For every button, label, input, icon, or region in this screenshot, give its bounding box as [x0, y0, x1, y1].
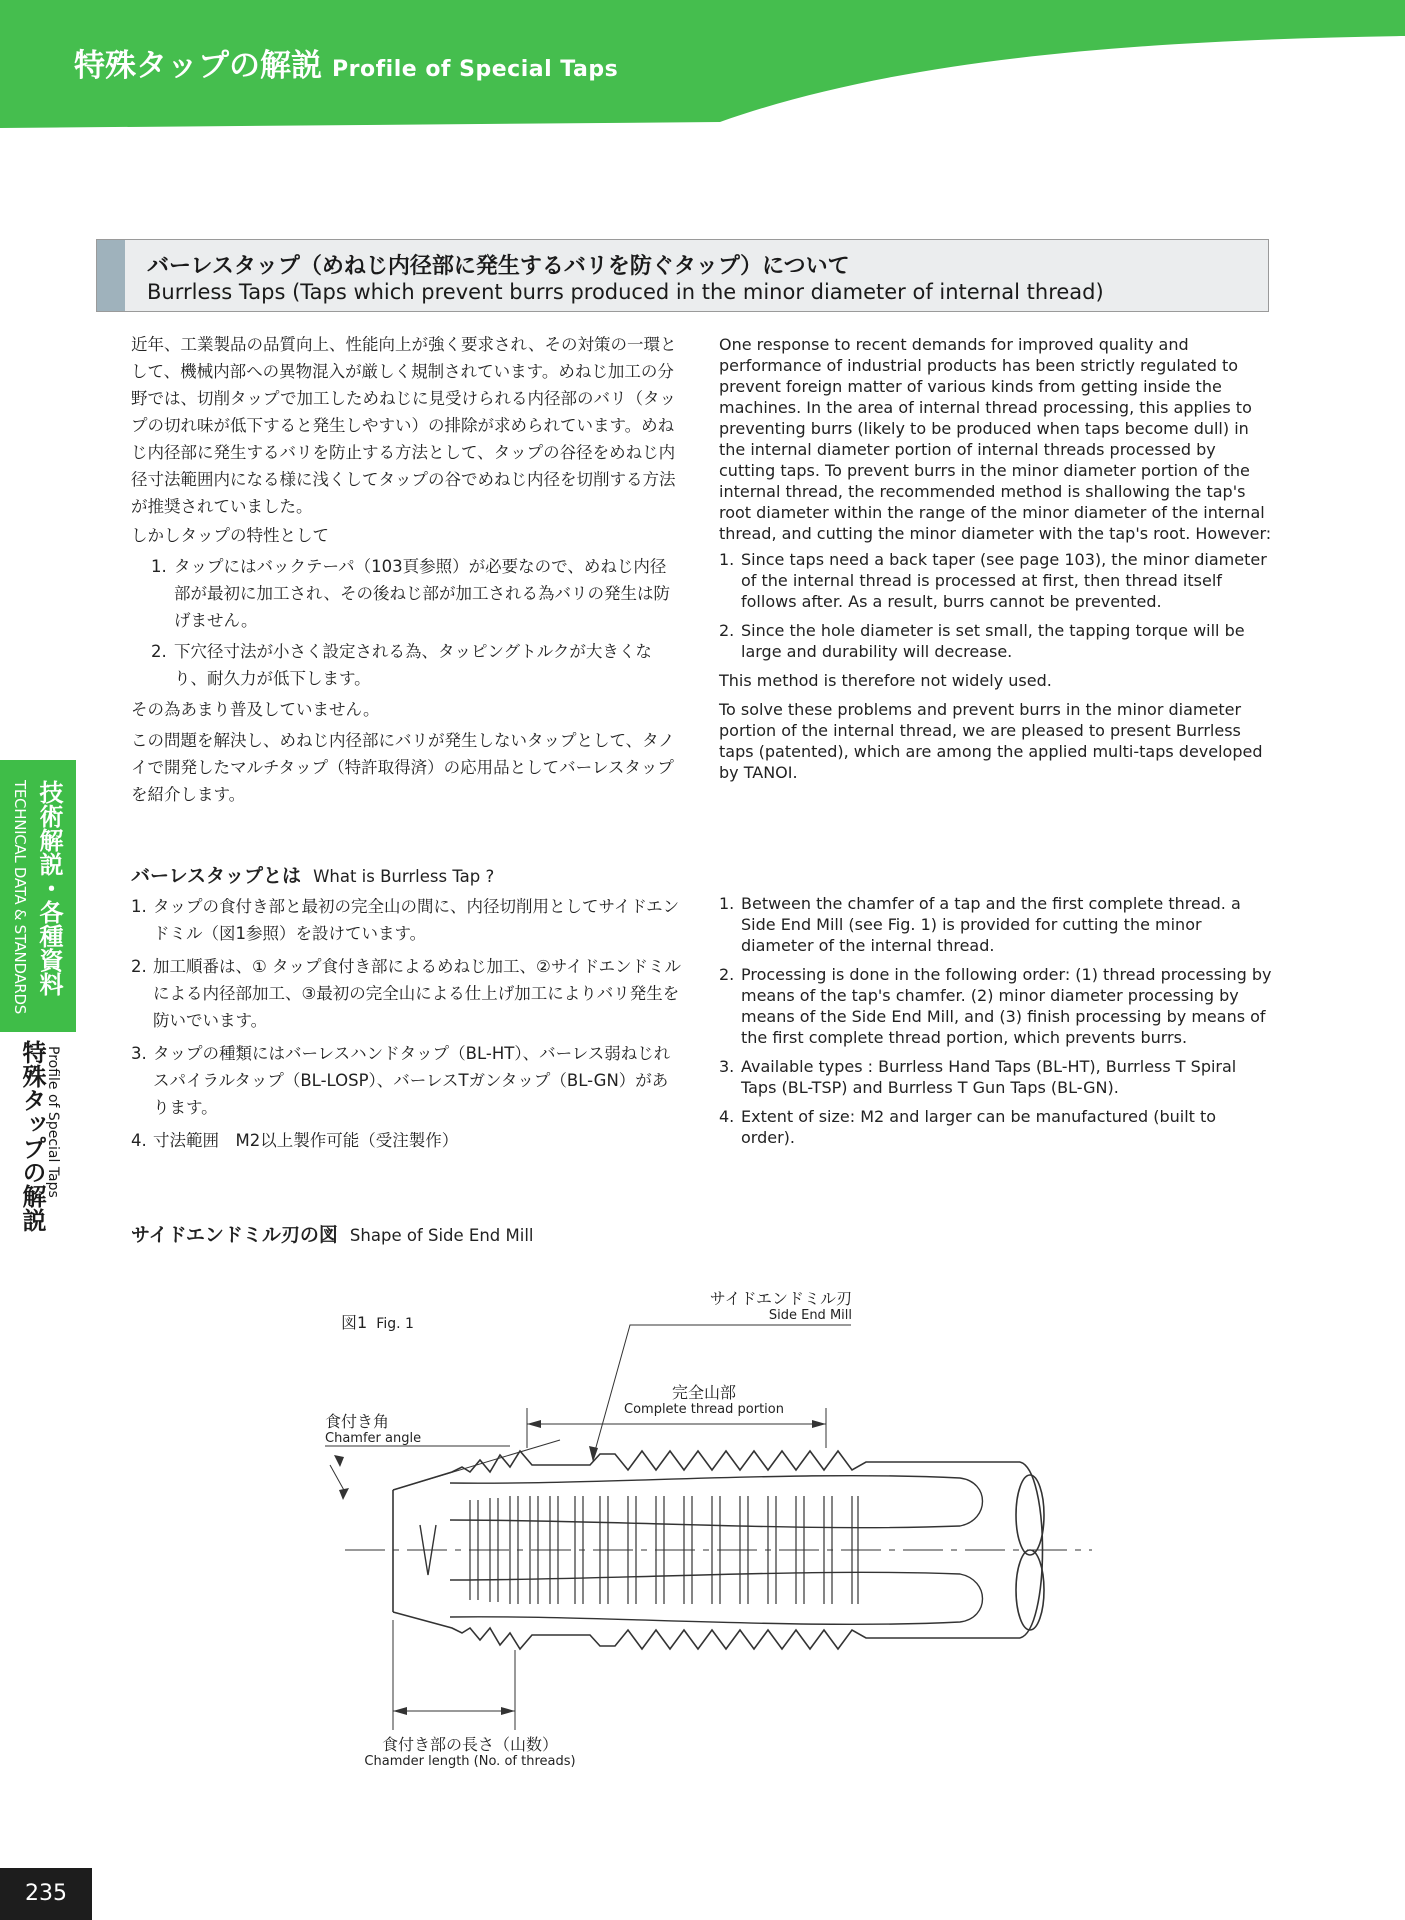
- intro-jp-paragraph-4: この問題を解決し、めねじ内径部にバリが発生しないタップとして、タノイで開発したマルチタップ（特許取得済）の応用品としてバーレスタップを紹介します。: [131, 731, 675, 804]
- list-number: 1.: [719, 894, 735, 913]
- sidebar-tab-label-en: TECHNICAL DATA & STANDARDS: [11, 780, 29, 1015]
- list-text: 下穴径寸法が小さく設定される為、タッピングトルクが大きくなり、耐久力が低下します。: [174, 642, 652, 688]
- intro-en-paragraph-3: To solve these problems and prevent burrs in the minor diameter portion of the internal thread, we are pleased to present Burrless taps (patented), which are among the applied multi-taps developed by TANOI.: [719, 700, 1263, 782]
- side-end-mill-leader: [593, 1325, 851, 1458]
- chamfer-angle-arc: [330, 1465, 345, 1492]
- complete-thread-label-jp: 完全山部: [671, 1383, 736, 1402]
- header-title-jp: 特殊タップの解説: [74, 48, 322, 84]
- side-end-mill-arrow: [589, 1446, 598, 1462]
- complete-thread-label-en: Complete thread portion: [624, 1402, 784, 1417]
- shank-end-ellipse: [1016, 1475, 1044, 1555]
- complete-thread-arrow-left: [527, 1420, 541, 1428]
- list-text: Extent of size: M2 and larger can be manufactured (built to order).: [741, 1107, 1217, 1147]
- chamfer-length-label-en: Chamder length (No. of threads): [364, 1754, 576, 1769]
- chamfer-angle-arrow-top: [334, 1455, 344, 1467]
- list-number: 4.: [719, 1107, 735, 1126]
- page-number: 235: [0, 1868, 92, 1920]
- intro-en-paragraph-1: One response to recent demands for improved quality and performance of industrial products has been strictly regulated to prevent foreign matter of various kinds from getting inside the machines. In the area of internal thread processing, this applies to preventing burrs (likely to be produced when taps become dull) in the internal diameter portion of internal threads processed by cutting taps. To prevent burrs in the minor diameter portion of the internal thread, the recommended method is shallowing the tap's root diameter within the range of the minor diameter of the internal thread, and cutting the minor diameter with the tap's root. However:: [719, 335, 1272, 543]
- sidebar-current-section-en: Profile of Special Taps: [45, 1046, 61, 1198]
- intro-en-paragraph-2: This method is therefore not widely used.: [719, 671, 1052, 690]
- list-text: Processing is done in the following order: (1) thread processing by means of the tap's chamfer. (2) minor diameter processing by means of the Side End Mill, and (3) finish processing by means of the first complete thread portion, which prevents burrs.: [741, 965, 1272, 1047]
- list-number: 1.: [131, 897, 147, 916]
- list-text: タップの種類にはバーレスハンドタップ（BL-HT）、バーレス弱ねじれスパイラルタップ（BL-LOSP）、バーレスTガンタップ（BL-GN）があります。: [153, 1044, 671, 1117]
- figure-number-jp: 図1: [341, 1313, 368, 1332]
- list-text: Since the hole diameter is set small, the tapping torque will be large and durability will decrease.: [741, 621, 1245, 661]
- figure-section-heading-en: Shape of Side End Mill: [349, 1226, 534, 1245]
- list-text: Between the chamfer of a tap and the first complete thread. a Side End Mill (see Fig. 1) is provided for cutting the minor diameter of the internal thread.: [741, 894, 1241, 955]
- what-is-heading-jp: バーレスタップとは: [131, 865, 302, 887]
- list-number: 1.: [151, 557, 167, 576]
- chamfer-angle-arrow-bottom: [339, 1488, 349, 1500]
- list-number: 2.: [131, 957, 147, 976]
- side-end-mill-label-jp: サイドエンドミル刃: [709, 1289, 852, 1308]
- list-text: タップにはバックテーパ（103頁参照）が必要なので、めねじ内径部が最初に加工され、その後ねじ部が加工される為バリの発生は防げません。: [174, 557, 670, 630]
- list-number: 3.: [131, 1044, 147, 1063]
- chamfer-length-arrow-right: [501, 1707, 515, 1715]
- list-number: 2.: [151, 642, 167, 661]
- section-title-jp: バーレスタップ（めねじ内径部に発生するバリを防ぐタップ）について: [147, 254, 850, 279]
- list-text: 寸法範囲 M2以上製作可能（受注製作）: [153, 1131, 459, 1150]
- side-end-mill-label-en: Side End Mill: [768, 1308, 852, 1323]
- list-text: 加工順番は、① タップ食付き部によるめねじ加工、②サイドエンドミルによる内径部加工、③最初の完全山による仕上げ加工によりバリ発生を防いでいます。: [153, 957, 682, 1030]
- complete-thread-arrow-right: [812, 1420, 826, 1428]
- list-text: Available types : Burrless Hand Taps (BL-HT), Burrless T Spiral Taps (BL-TSP) and Burrless T Gun Taps (BL-GN).: [741, 1057, 1237, 1097]
- list-number: 4.: [131, 1131, 147, 1150]
- list-number: 2.: [719, 621, 735, 640]
- list-text: Since taps need a back taper (see page 103), the minor diameter of the internal thread is processed at first, then thread itself follows after. As a result, burrs cannot be prevented.: [741, 550, 1267, 611]
- chamfer-angle-label-jp: 食付き角: [325, 1412, 390, 1431]
- intro-jp-paragraph-1: 近年、工業製品の品質向上、性能向上が強く要求され、その対策の一環として、機械内部への異物混入が厳しく規制されています。めねじ加工の分野では、切削タップで加工しためねじに見受けられる内径部のバリ（タップの切れ味が低下すると発生しやすい）の排除が求められています。めねじ内径部に発生するバリを防止する方法として、タップの谷径をめねじ内径寸法範囲内になる様に浅くしてタップの谷でめねじ内径を切削する方法が推奨されていました。: [131, 335, 677, 516]
- list-number: 3.: [719, 1057, 735, 1076]
- chamfer-length-arrow-left: [393, 1707, 407, 1715]
- intro-jp-paragraph-2: しかしタップの特性として: [131, 526, 329, 545]
- sidebar-current-section-jp: 特殊タップの解説: [18, 1040, 46, 1232]
- what-is-heading-en: What is Burrless Tap ?: [313, 867, 495, 886]
- list-number: 2.: [719, 965, 735, 984]
- figure-number-en: Fig. 1: [376, 1316, 414, 1332]
- intro-jp-paragraph-3: その為あまり普及していません。: [131, 700, 380, 719]
- section-title-en: Burrless Taps (Taps which prevent burrs produced in the minor diameter of internal thread): [147, 280, 1104, 304]
- top-thread-profile: [393, 1451, 1020, 1490]
- list-text: タップの食付き部と最初の完全山の間に、内径切削用としてサイドエンドミル（図1参照）を設けています。: [153, 897, 680, 943]
- chamfer-length-label-jp: 食付き部の長さ（山数）: [381, 1735, 558, 1754]
- header-title-en: Profile of Special Taps: [332, 57, 619, 82]
- figure-section-heading-jp: サイドエンドミル刃の図: [131, 1224, 338, 1246]
- chamfer-angle-label-en: Chamfer angle: [325, 1431, 422, 1446]
- sidebar-tab-label-jp: 技術解説・各種資料: [35, 780, 63, 996]
- list-number: 1.: [719, 550, 735, 569]
